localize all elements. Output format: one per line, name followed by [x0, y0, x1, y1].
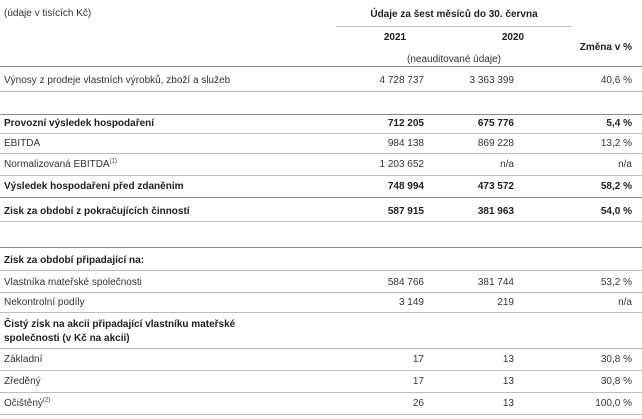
footnote-marker: (1)	[109, 158, 117, 165]
row-ebitda-2021: 984 138	[387, 138, 424, 149]
row-divider	[0, 133, 642, 134]
row-basic-2021: 17	[412, 354, 424, 365]
row-label-operating-result: Provozní výsledek hospodaření	[4, 118, 155, 129]
row-label-adjusted: Očištěný$^{(2)}$	[4, 397, 51, 409]
row-divider	[0, 312, 642, 313]
row-adjusted-2020: 13	[502, 398, 514, 409]
row-parent-2021: 584 766	[387, 277, 424, 288]
row-diluted-change: 30,8 %	[600, 376, 632, 387]
row-basic-2020: 13	[502, 354, 514, 365]
row-operating-change: 5,4 %	[606, 118, 632, 129]
section-rule	[0, 197, 642, 198]
row-parent-2020: 381 744	[477, 277, 514, 288]
row-revenue-2021: 4 728 737	[379, 75, 424, 86]
row-divider	[0, 370, 642, 371]
row-continuing-2021: 587 915	[387, 206, 424, 217]
row-pbt-2020: 473 572	[477, 181, 514, 192]
row-label-profit-attributable: Zisk za období připadající na:	[4, 255, 145, 266]
row-operating-2020: 675 776	[477, 118, 514, 129]
row-divider	[0, 221, 642, 222]
row-label-diluted: Zředěný	[4, 376, 41, 387]
row-label-parent-owners: Vlastníka mateřské společnosti	[4, 277, 142, 288]
row-adjusted-2021: 26	[412, 398, 424, 409]
column-2020-header: 2020	[501, 32, 525, 43]
row-divider	[0, 292, 642, 293]
footnote-marker: (2)	[42, 397, 51, 404]
row-label-normalized-ebitda: Normalizovaná EBITDA$^{(1)}$	[4, 158, 117, 170]
row-divider	[0, 91, 642, 92]
row-noncontrolling-change: n/a	[618, 297, 632, 308]
row-parent-change: 53,2 %	[600, 277, 632, 288]
section-rule	[0, 247, 642, 248]
row-divider	[0, 153, 642, 154]
row-divider	[0, 270, 642, 271]
header-rule	[0, 66, 642, 67]
row-normalized-2020: n/a	[500, 159, 514, 170]
row-pbt-2021: 748 994	[387, 181, 424, 192]
row-diluted-2021: 17	[412, 376, 424, 387]
column-2021-header: 2021	[383, 32, 407, 43]
row-label-continuing-profit: Zisk za období z pokračujících činností	[4, 206, 190, 217]
row-normalized-change: n/a	[618, 159, 632, 170]
row-label-basic: Základní	[4, 354, 43, 365]
row-noncontrolling-2020: 219	[497, 297, 514, 308]
row-divider	[0, 348, 642, 349]
row-diluted-2020: 13	[502, 376, 514, 387]
row-noncontrolling-2021: 3 149	[398, 297, 424, 308]
row-label-eps-line2: společnosti (v Kč na akcii)	[4, 333, 130, 344]
row-normalized-2021: 1 203 652	[379, 159, 424, 170]
row-revenue-2020: 3 363 399	[469, 75, 514, 86]
row-operating-2021: 712 205	[387, 118, 424, 129]
row-label-profit-before-tax: Výsledek hospodaření před zdaněním	[4, 181, 184, 192]
period-heading: Údaje za šest měsíců do 30. června	[370, 9, 538, 20]
row-continuing-change: 54,0 %	[600, 206, 632, 217]
row-continuing-2020: 381 963	[477, 206, 514, 217]
row-pbt-change: 58,2 %	[600, 181, 632, 192]
row-revenue-change: 40,6 %	[600, 75, 632, 86]
change-column-header: Změna v %	[579, 42, 632, 53]
row-adjusted-change: 100,0 %	[595, 398, 632, 409]
section-rule	[0, 114, 642, 115]
units-note: (údaje v tisících Kč)	[4, 8, 92, 19]
row-label-eps-line1: Čistý zisk na akcii připadající vlastníku mateřské	[4, 319, 236, 330]
unaudited-note: (neauditované údaje)	[407, 54, 501, 65]
row-ebitda-2020: 869 228	[477, 138, 514, 149]
row-label-revenue: Výnosy z prodeje vlastních výrobků, zboží a služeb	[4, 75, 231, 86]
row-divider	[0, 414, 642, 415]
row-label-non-controlling: Nekontrolní podíly	[4, 297, 85, 308]
row-divider	[0, 175, 642, 176]
row-label-ebitda: EBITDA	[4, 138, 41, 149]
period-underline	[336, 26, 572, 27]
row-ebitda-change: 13,2 %	[600, 138, 632, 149]
row-basic-change: 30,8 %	[600, 354, 632, 365]
row-divider	[0, 392, 642, 393]
